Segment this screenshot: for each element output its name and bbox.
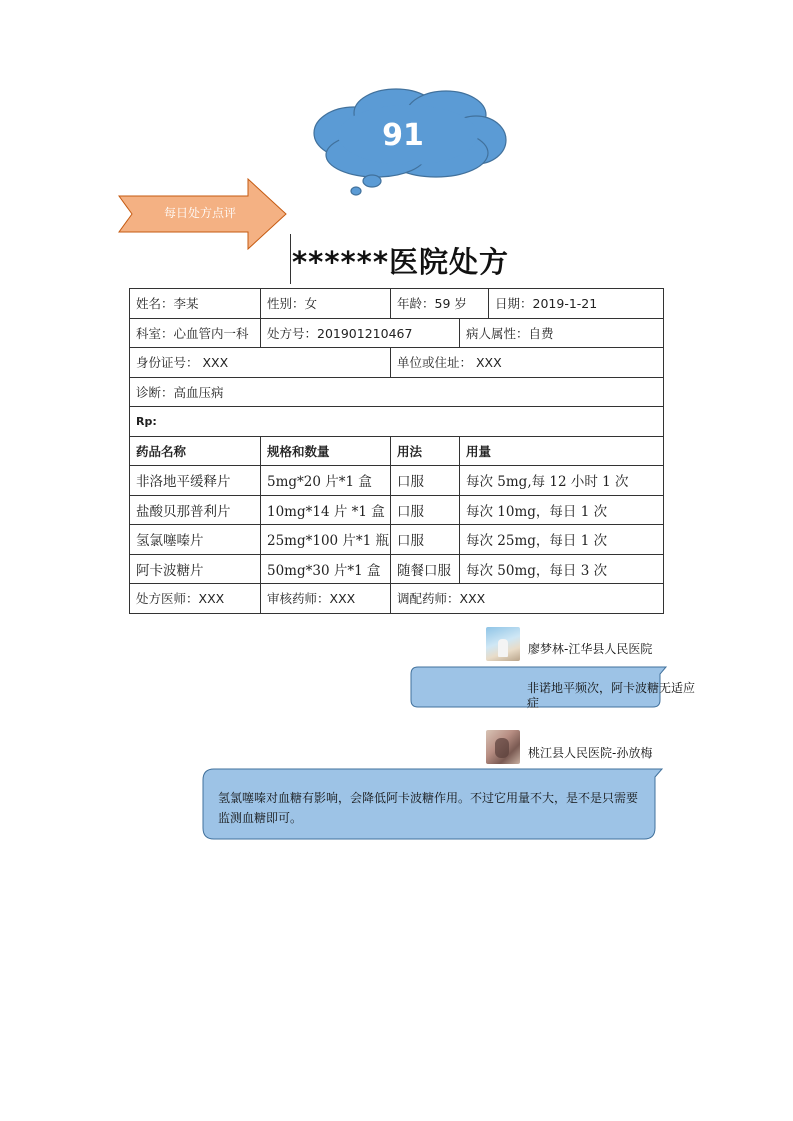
drug-name: 氢氯噻嗪片 [130,525,261,555]
banner-label: 每日处方点评 [163,206,236,220]
patient-row-2 [130,318,664,348]
drug-route: 随餐口服 [391,554,460,584]
rp-row [130,407,664,437]
patient-row-1 [130,289,664,319]
title-divider [290,234,291,284]
reviewer-signature: 审核药师：XXX [261,584,391,614]
col-spec: 规格和数量 [261,436,391,466]
drug-name: 盐酸贝那普利片 [130,495,261,525]
department: 科室：心血管内一科 [130,318,261,348]
chat-message: 氢氯噻嗪对血糖有影响，会降低阿卡波糖作用。不过它用量不大，是不是只需要监测血糖即可。 [218,791,639,825]
drug-dose: 每次 50mg，每日 3 次 [460,554,664,584]
doctor-signature: 处方医师：XXX [130,584,261,614]
col-route: 用法 [391,436,460,466]
patient-age: 年龄：59 岁 [391,289,489,319]
drug-name: 阿卡波糖片 [130,554,261,584]
payment-type: 病人属性：自费 [460,318,664,348]
drug-dose: 每次 5mg,每 12 小时 1 次 [460,466,664,496]
page-title: ******医院处方 [292,245,509,279]
table-row [130,554,664,584]
table-row [130,525,664,555]
score-number: 91 [382,118,424,153]
table-header [130,436,664,466]
prescription-table [129,288,664,614]
avatar[interactable] [486,627,520,661]
drug-spec: 50mg*30 片*1 盒 [261,554,391,584]
patient-row-3 [130,348,664,378]
chat-author: 廖梦林-江华县人民医院 [528,642,653,656]
rx-date: 日期：2019-1-21 [489,289,664,319]
drug-spec: 10mg*14 片 *1 盒 [261,495,391,525]
patient-gender: 性别：女 [261,289,391,319]
drug-dose: 每次 10mg，每日 1 次 [460,495,664,525]
col-drug-name: 药品名称 [130,436,261,466]
drug-spec: 25mg*100 片*1 瓶 [261,525,391,555]
diagnosis: 诊断：高血压病 [130,377,664,407]
diagnosis-row [130,377,664,407]
table-row [130,495,664,525]
chat-author: 桃江县人民医院-孙放梅 [528,746,653,760]
rp-label: Rp: [130,407,664,437]
patient-name: 姓名：李某 [130,289,261,319]
chat-message: 非诺地平频次，阿卡波糖无适应症 [527,681,696,710]
address: 单位或住址： XXX [391,348,664,378]
id-number: 身份证号： XXX [130,348,391,378]
drug-name: 非洛地平缓释片 [130,466,261,496]
drug-dose: 每次 25mg，每日 1 次 [460,525,664,555]
signature-row [130,584,664,614]
avatar[interactable] [486,730,520,764]
dispenser-signature: 调配药师：XXX [391,584,664,614]
drug-route: 口服 [391,495,460,525]
drug-spec: 5mg*20 片*1 盒 [261,466,391,496]
drug-route: 口服 [391,525,460,555]
col-dose: 用量 [460,436,664,466]
prescription-number: 处方号：201901210467 [261,318,460,348]
table-row [130,466,664,496]
drug-route: 口服 [391,466,460,496]
